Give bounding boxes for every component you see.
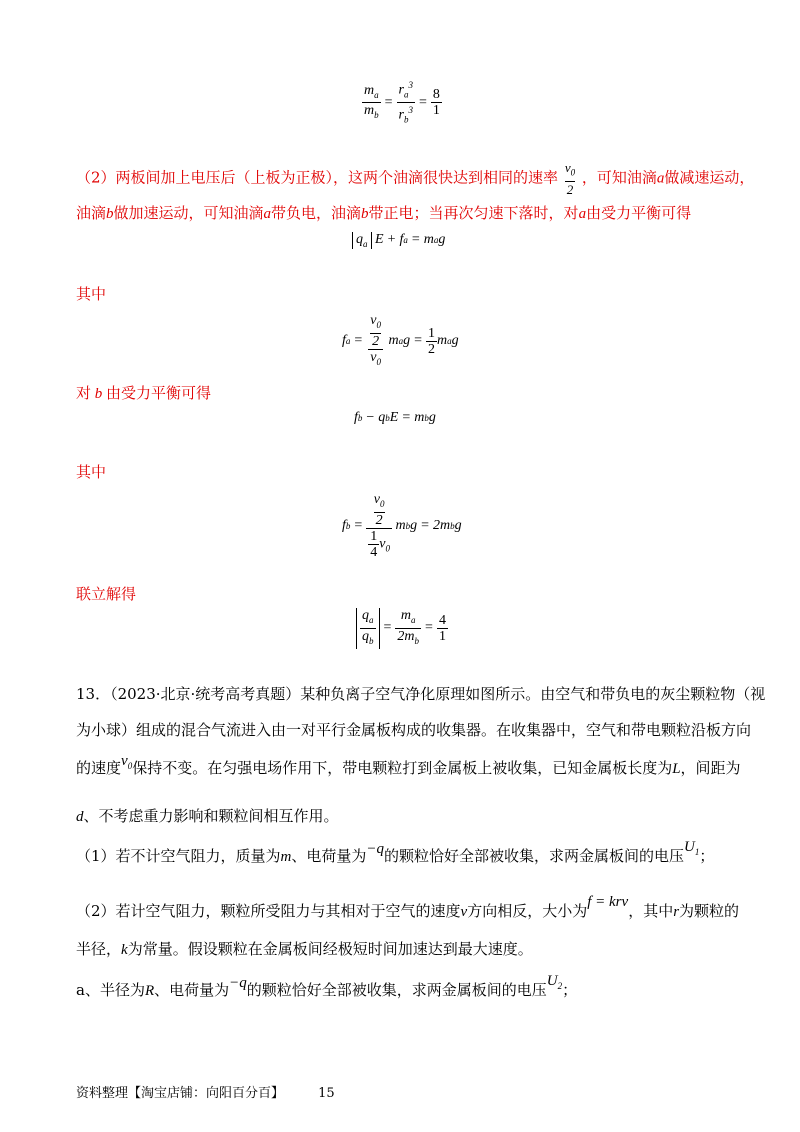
problem13-line2: 为小球）组成的混合气流进入由一对平行金属板构成的收集器。在收集器中，空气和带电颗粒沿板方向 <box>76 721 752 739</box>
solution-b-balance: 对 b 由受力平衡可得 <box>76 384 212 402</box>
problem13-line4: d、不考虑重力影响和颗粒间相互作用。 <box>76 807 339 825</box>
footer <box>76 1082 335 1101</box>
equation-fb: f b = $\frac{v_0}{2}$ $\frac{1}{4}$ $v_0$ m b g = 2m b g <box>342 492 462 560</box>
page-number: 15 <box>318 1086 335 1101</box>
problem13-line3: 的速度$v_0$保持不变。在匀强电场作用下，带电颗粒打到金属板上被收集，已知金属板长度为L，间距为 <box>76 753 741 777</box>
problem13-q2: （2）若计空气阻力，颗粒所受阻力与其相对于空气的速度v方向相反，大小为f = krv，其中r为颗粒的 <box>76 894 740 920</box>
solution-part2-line2: 油滴b做加速运动，可知油滴a带负电，油滴b带正电；当再次匀速下落时，对a由受力平衡可得 <box>76 204 692 222</box>
equation-charge-ratio: $\frac{q_a}{q_b}$ = $\frac{m_a}{2m_b}$ = $\frac{4}{1}$ <box>356 608 448 649</box>
solution-part2-line1: （2）两板间加上电压后（上板为正极），这两个油滴很快达到相同的速率 $\frac{v_0}{2}$ ，可知油滴a做减速运动， <box>76 160 755 197</box>
solution-lianli: 联立解得 <box>76 585 137 603</box>
problem13-line1: 13．（2023·北京·统考高考真题）某种负离子空气净化原理如图所示。由空气和带负电的灰尘颗粒物（视 <box>76 685 766 703</box>
equation-fa: f a = $\frac{\frac{v_0}{2}}{v_0}$ m a g = $\frac{1}{2}$ m a g <box>342 313 459 370</box>
problem13-q1: （1）若不计空气阻力，质量为m、电荷量为−q的颗粒恰好全部被收集，求两金属板间的电压$U_1$； <box>76 839 715 865</box>
equation-mass-ratio: $\frac{m_a}{m_b}$ = $\frac{r_a^3}{r_b^3}$ = $\frac{8}{1}$ <box>362 78 442 128</box>
solution-qizhong-2: 其中 <box>76 463 107 481</box>
equation-a-balance: $q_a$ E + f a = m a g <box>352 232 445 249</box>
problem13-qa: a、半径为R、电荷量为−q的颗粒恰好全部被收集，求两金属板间的电压$U_2$； <box>76 973 578 999</box>
solution-qizhong-1: 其中 <box>76 285 107 303</box>
footer-source: 资料整理【淘宝店铺：向阳百分百】 <box>76 1086 285 1101</box>
problem13-q2-line2: 半径，k为常量。假设颗粒在金属板间经极短时间加速达到最大速度。 <box>76 940 533 958</box>
equation-b-balance: f b − q b E = m b g <box>354 410 436 425</box>
